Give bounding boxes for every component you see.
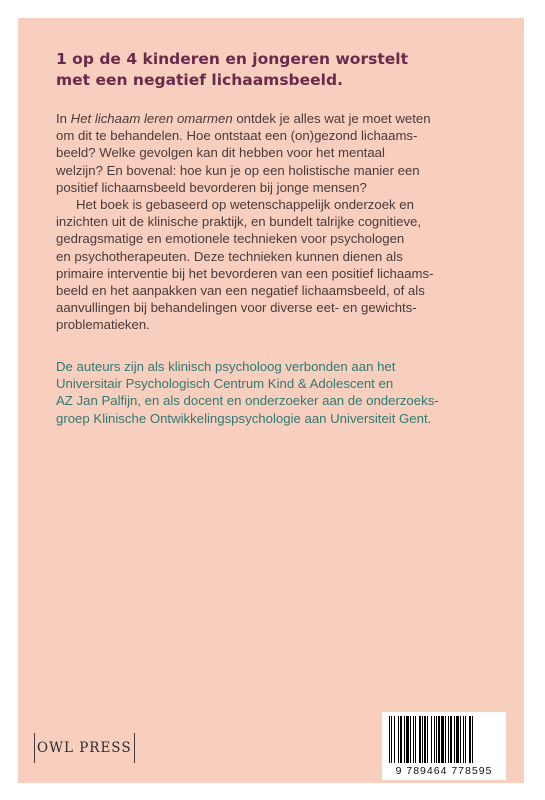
- barcode-bar: [415, 716, 416, 763]
- intro-prefix: In: [56, 111, 71, 126]
- barcode-bar: [454, 716, 455, 763]
- barcode-bar: [431, 716, 432, 763]
- isbn-barcode: [382, 712, 506, 780]
- blurb-line: en psychotherapeuten. Deze technieken kunnen dienen als: [56, 248, 403, 264]
- barcode-bar: [441, 716, 444, 763]
- barcode-bar: [400, 716, 402, 763]
- publisher-logo: OWL PRESS: [34, 733, 135, 763]
- blurb-line: aanvullingen bij behandelingen voor diverse eet- en gewichts-: [56, 300, 417, 316]
- blurb-first-line: [56, 110, 506, 127]
- book-title: Het lichaam leren omarmen: [70, 111, 233, 126]
- blurb-line: beeld? Welke gevolgen kan dit hebben voor het mentaal: [56, 145, 385, 161]
- barcode-bar: [391, 716, 392, 763]
- barcode-bar: [460, 716, 461, 763]
- barcode-bar: [472, 716, 473, 763]
- blurb-line: om dit te behandelen. Hoe ontstaat een (on)gezond lichaams-: [56, 128, 418, 144]
- author-bio-line: groep Klinische Ontwikkelingspsychologie aan Universiteit Gent.: [56, 410, 432, 426]
- barcode-bar: [463, 716, 464, 763]
- blurb-line: positief lichaamsbeeld bevorderen bij jonge mensen?: [56, 179, 367, 195]
- barcode-bar: [394, 716, 395, 763]
- headline-line: 1 op de 4 kinderen en jongeren worstelt: [56, 50, 408, 68]
- blurb-text: [56, 110, 506, 334]
- cover-headline: [56, 49, 496, 91]
- barcode-bars: [387, 716, 501, 764]
- barcode-bar: [445, 716, 446, 763]
- headline-line: met een negatief lichaamsbeeld.: [56, 71, 343, 89]
- barcode-bar: [434, 716, 435, 763]
- blurb-line: gedragsmatige en emotionele technieken voor psychologen: [56, 231, 405, 247]
- isbn-number: 9 789464 778595: [395, 765, 493, 777]
- barcode-bar: [398, 716, 399, 763]
- barcode-bar: [389, 716, 390, 763]
- intro-suffix: ontdek je alles wat je moet weten: [232, 111, 431, 126]
- barcode-bar: [448, 716, 449, 763]
- barcode-bar: [436, 716, 437, 763]
- barcode-bar: [419, 716, 421, 763]
- blurb-line: inzichten uit de klinische praktijk, en bundelt talrijke cognitieve,: [56, 214, 422, 230]
- blurb-line: problematieken.: [56, 317, 150, 333]
- author-bio-line: De auteurs zijn als klinisch psycholoog verbonden aan het: [56, 359, 396, 374]
- barcode-bar: [465, 716, 466, 763]
- barcode-bar: [413, 716, 414, 763]
- barcode-bar: [450, 716, 452, 763]
- barcode-bar: [438, 716, 440, 763]
- barcode-bar: [406, 716, 409, 763]
- blurb-line: primaire interventie bij het bevorderen van een positief lichaams-: [56, 265, 434, 281]
- barcode-bar: [404, 716, 405, 763]
- barcode-bar: [410, 716, 411, 763]
- book-back-cover: [18, 18, 524, 783]
- barcode-bar: [456, 716, 459, 763]
- blurb-line: welzijn? En bovenal: hoe kun je op een holistische manier een: [56, 162, 420, 178]
- author-bio: [56, 358, 516, 427]
- author-bio-line: Universitair Psychologisch Centrum Kind & Adolescent en: [56, 376, 394, 392]
- barcode-bar: [469, 716, 471, 763]
- barcode-bar: [422, 716, 423, 763]
- blurb-line: beeld en het aanpakken van een negatief lichaamsbeeld, of als: [56, 283, 425, 299]
- author-bio-line: AZ Jan Palfijn, en als docent en onderzoeker aan de onderzoeks-: [56, 393, 439, 409]
- barcode-bar: [424, 716, 426, 763]
- barcode-bar: [427, 716, 428, 763]
- blurb-line: Het boek is gebaseerd op wetenschappelijk onderzoek en: [76, 197, 414, 213]
